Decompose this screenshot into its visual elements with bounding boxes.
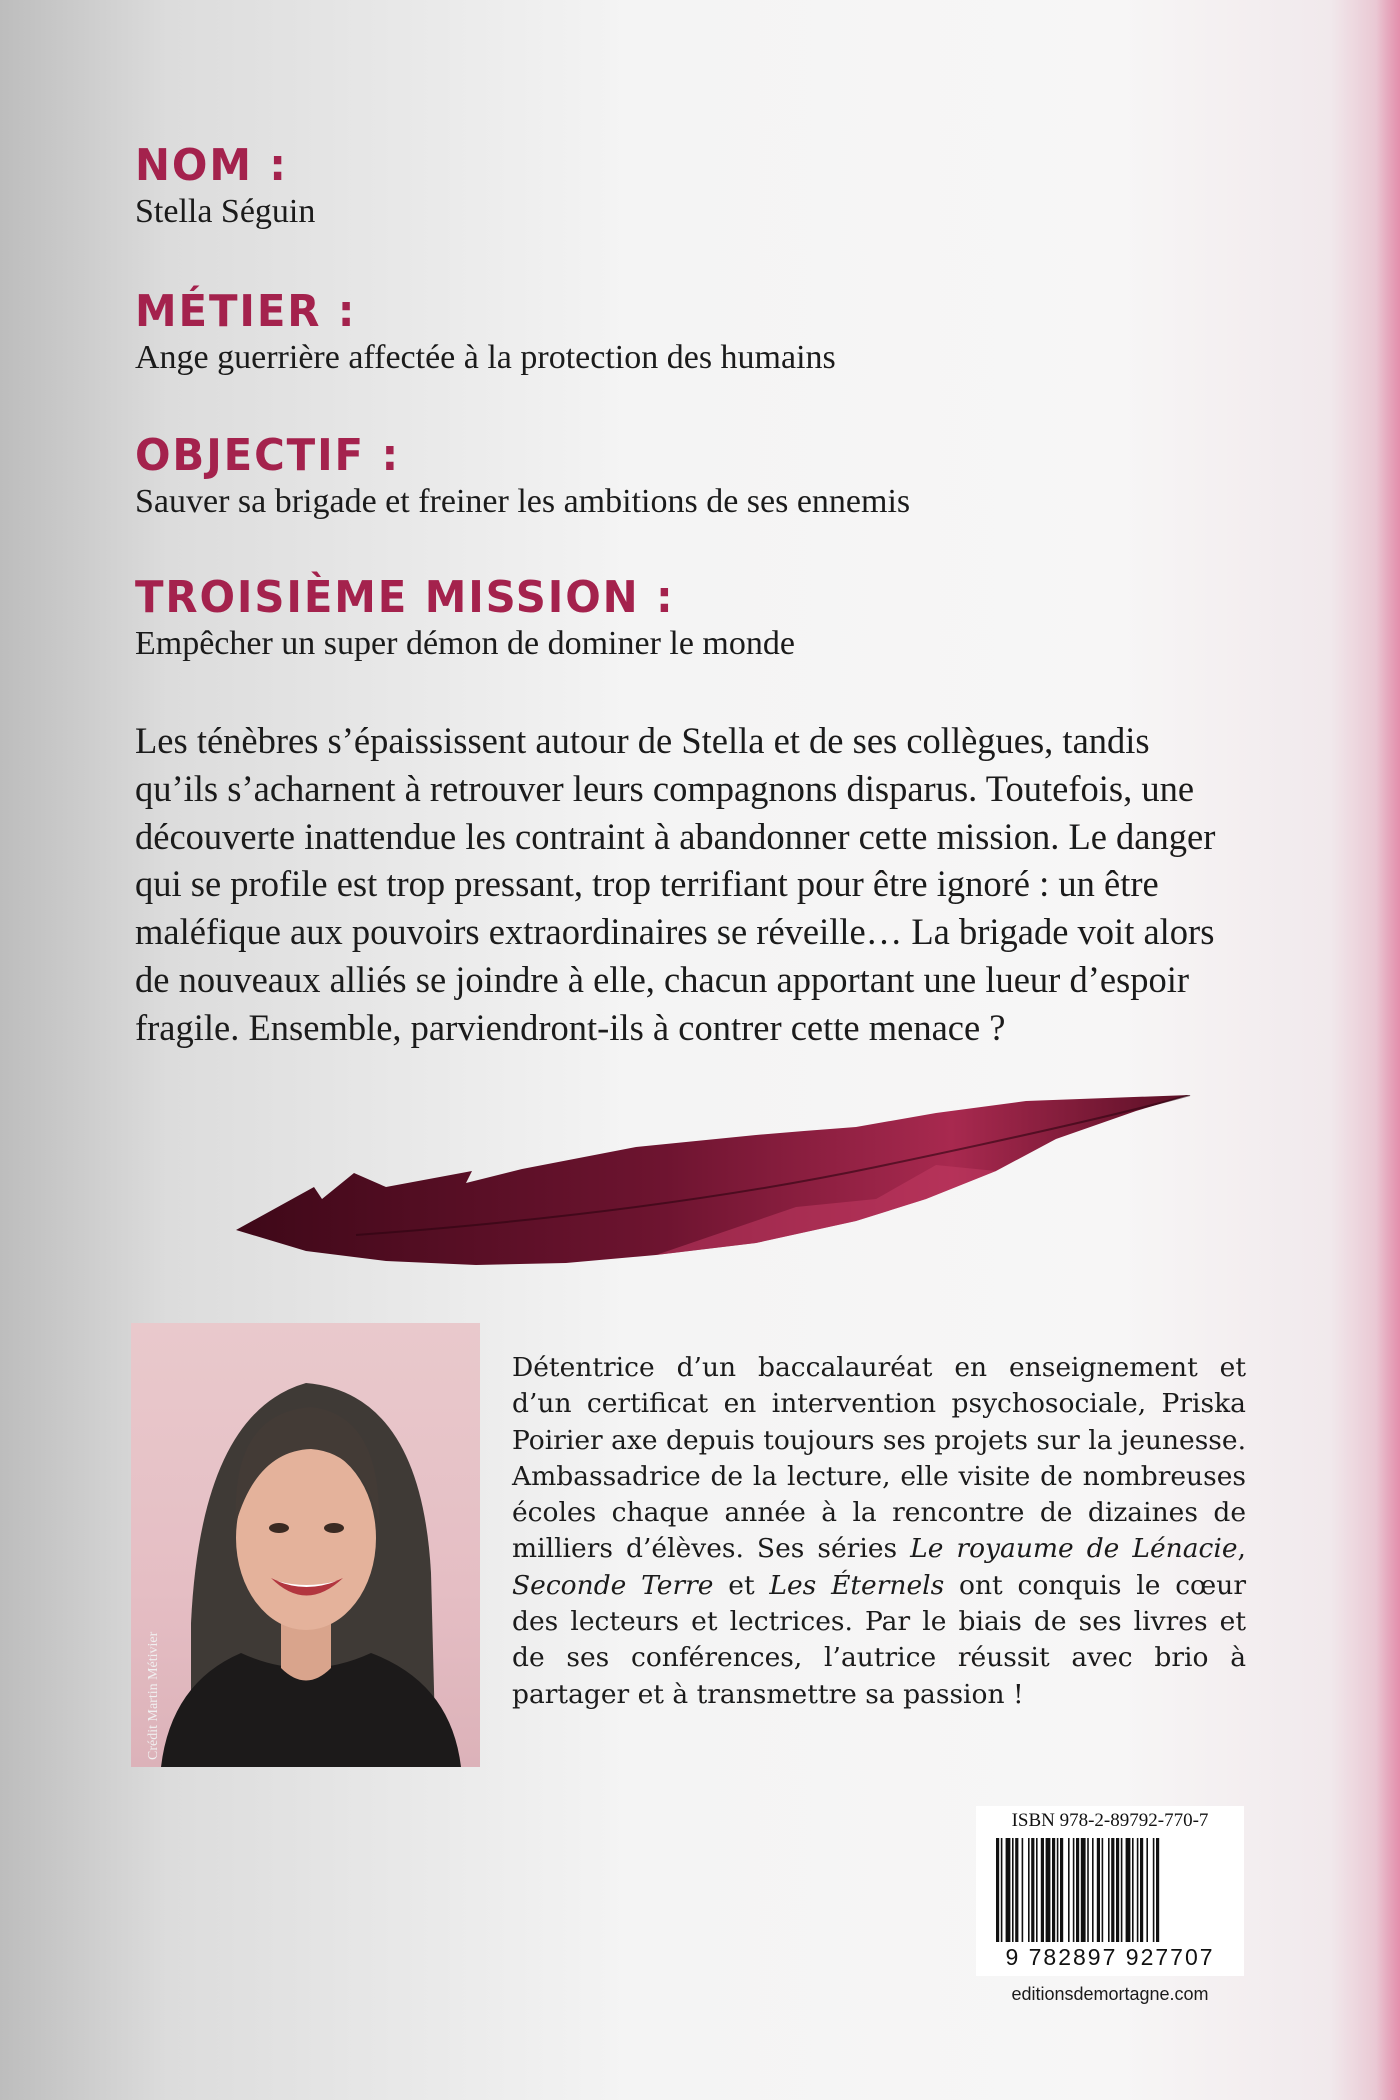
field-value: Sauver sa brigade et freiner les ambitions de ses ennemis [135, 483, 911, 520]
barcode-bar [1006, 1838, 1011, 1942]
barcode-bar [1052, 1838, 1055, 1942]
field-label: MÉTIER : [135, 286, 357, 337]
feather-illustration [236, 1095, 1196, 1285]
barcode-bar [1116, 1838, 1119, 1942]
field-value: Stella Séguin [135, 193, 316, 230]
barcode-bar [1036, 1838, 1038, 1942]
author-photo [131, 1323, 480, 1767]
author-portrait-illustration [131, 1323, 480, 1767]
photo-credit: Crédit Martin Métivier [146, 1631, 161, 1760]
barcode-bar [1031, 1838, 1034, 1942]
barcode-bar [1022, 1838, 1024, 1942]
field-objective [135, 430, 910, 522]
publisher-website: editionsdemortagne.com [1011, 1984, 1209, 2004]
field-name [135, 140, 315, 232]
field-label: TROISIÈME MISSION : [135, 572, 675, 623]
barcode-bar [996, 1838, 999, 1942]
barcode-bar [1087, 1838, 1089, 1942]
isbn-number: ISBN 978-2-89792-770-7 [1011, 1810, 1209, 1831]
barcode-bar [1132, 1838, 1134, 1942]
barcode-bar [1041, 1838, 1044, 1942]
barcode-bar [1121, 1838, 1123, 1942]
field-value: Empêcher un super démon de dominer le monde [135, 625, 795, 662]
barcode-bar [1137, 1838, 1139, 1942]
barcode-bar [1092, 1838, 1094, 1942]
barcode-bar [1076, 1838, 1079, 1942]
barcode-bar [1015, 1838, 1018, 1942]
barcode-bar [1060, 1838, 1063, 1942]
barcode-bar [1081, 1838, 1086, 1942]
barcode-bar [1028, 1838, 1030, 1942]
barcode-bar [1153, 1838, 1155, 1942]
synopsis-text: Les ténèbres s’épaississent autour de Stella et de ses collègues, tandis qu’ils s’acharnent à retrouver leurs compagnons disparus. Toutefois, une découverte inattendue les contraint à abandonner cette mission. Le danger qui se profile est trop pressant, trop terrifiant pour être ignoré : un être maléfique aux pouvoirs extraordinaires se réveille… La brigade voit alors de nouveaux alliés se joindre à elle, chacun apportant une lueur d’espoir fragile. Ensemble, parviendront-ils à contrer cette menace ? [135, 720, 1216, 1048]
field-mission [135, 572, 795, 664]
barcode-bar [1001, 1838, 1003, 1942]
barcode-bar [1108, 1838, 1110, 1942]
barcode-bar [1012, 1838, 1014, 1942]
series-title: Le royaume de Lénacie [910, 1533, 1238, 1565]
barcode-bar [1111, 1838, 1114, 1942]
isbn-barcode [976, 1806, 1244, 1976]
bio-separator: , [1237, 1533, 1246, 1565]
bio-text: ont conquis le cœur des lecteurs et lectrices. Par le biais de ses livres et de ses conférences, l’autrice réussit avec brio à partager et à transmettre sa passion ! [512, 1569, 1246, 1710]
field-profession [135, 286, 836, 378]
barcode-bars [996, 1838, 1224, 1942]
barcode-bar [1057, 1838, 1059, 1942]
bio-text: Détentrice d’un baccalauréat en enseignement et d’un certificat en intervention psychosociale, Priska Poirier axe depuis toujours ses projets sur la jeunesse. Ambassadrice de la lecture, elle visite de nombreuses écoles chaque année à la rencontre de dizaines de milliers d’élèves. Ses séries [512, 1352, 1246, 1565]
barcode-bar [1156, 1838, 1159, 1942]
barcode-bar [1126, 1838, 1131, 1942]
cover-edge-decoration [1376, 0, 1400, 2100]
field-label: OBJECTIF : [135, 430, 401, 481]
barcode-digits: 9 782897 927707 [1005, 1944, 1215, 1970]
barcode-bar [1073, 1838, 1075, 1942]
barcode-bar [1146, 1838, 1148, 1942]
barcode-bar [1097, 1838, 1100, 1942]
field-value: Ange guerrière affectée à la protection des humains [135, 339, 836, 376]
barcode-bar [1068, 1838, 1070, 1942]
author-bio [512, 1350, 1246, 1713]
series-title: Les Éternels [769, 1569, 945, 1601]
series-title: Seconde Terre [512, 1569, 714, 1601]
barcode-bar [1102, 1838, 1104, 1942]
barcode-bar [1046, 1838, 1051, 1942]
barcode-bar [1140, 1838, 1143, 1942]
synopsis [135, 717, 1240, 1052]
field-label: NOM : [135, 140, 288, 191]
bio-separator: et [713, 1569, 770, 1601]
